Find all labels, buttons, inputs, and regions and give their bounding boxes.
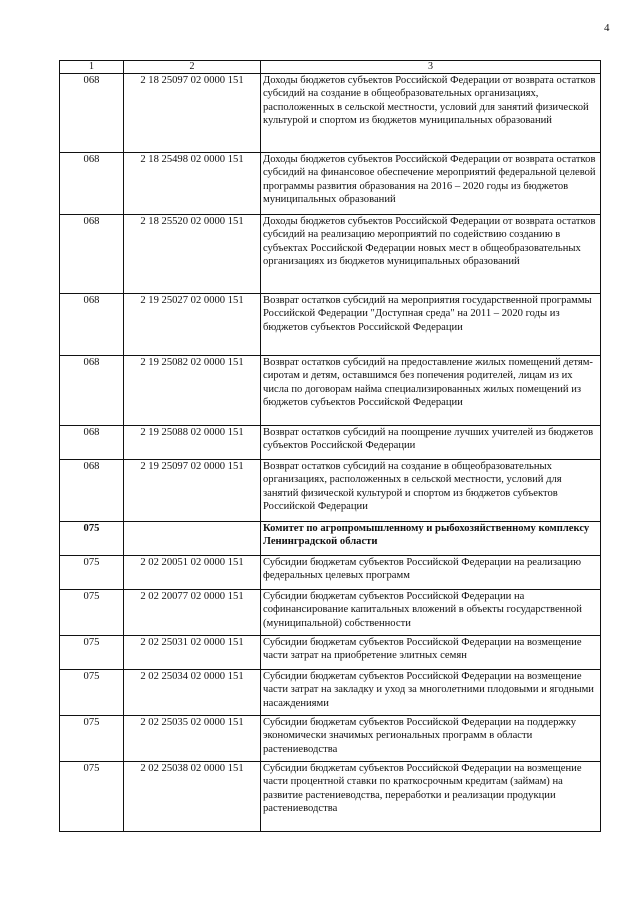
description-cell: Субсидии бюджетам субъектов Российской Федерации на возмещение части затрат на приобретение элитных семян (261, 636, 601, 670)
table-row (60, 426, 601, 460)
admin-code-cell: 075 (60, 716, 124, 762)
budget-classification-table (59, 60, 601, 832)
admin-code-cell: 068 (60, 356, 124, 426)
description-cell: Доходы бюджетов субъектов Российской Федерации от возврата остатков субсидий на создание в общеобразовательных организациях, расположенных в сельской местности, условий для занятий физической культурой и спортом из бюджетов муниципальных образований (261, 74, 601, 153)
description-cell: Возврат остатков субсидий на мероприятия государственной программы Российской Федерации "Доступная среда" на 2011 – 2020 годы из бюджетов субъектов Российской Федерации (261, 294, 601, 356)
budget-code-cell: 2 18 25498 02 0000 151 (124, 153, 261, 215)
table-row (60, 636, 601, 670)
budget-code-cell: 2 18 25520 02 0000 151 (124, 215, 261, 294)
budget-code-cell: 2 19 25082 02 0000 151 (124, 356, 261, 426)
budget-code-cell: 2 18 25097 02 0000 151 (124, 74, 261, 153)
table-row (60, 556, 601, 590)
admin-code-cell: 075 (60, 556, 124, 590)
budget-code-cell: 2 02 25034 02 0000 151 (124, 670, 261, 716)
description-cell: Доходы бюджетов субъектов Российской Федерации от возврата остатков субсидий на финансовое обеспечение мероприятий федеральной целевой программы развития образования на 2016 – 2020 годы из бюджетов муниципальных образований (261, 153, 601, 215)
table-row (60, 590, 601, 636)
table-row (60, 522, 601, 556)
description-cell: Субсидии бюджетам субъектов Российской Федерации на реализацию федеральных целевых программ (261, 556, 601, 590)
admin-code-cell: 075 (60, 590, 124, 636)
description-cell: Субсидии бюджетам субъектов Российской Федерации на возмещение части процентной ставки по краткосрочным кредитам (займам) на развитие растениеводства, переработки и реализации продукции растениеводства (261, 762, 601, 832)
admin-code-cell: 075 (60, 636, 124, 670)
admin-code-cell: 068 (60, 426, 124, 460)
description-cell: Субсидии бюджетам субъектов Российской Федерации на софинансирование капитальных вложений в объекты государственной (муниципальной) собственности (261, 590, 601, 636)
description-cell: Комитет по агропромышленному и рыбохозяйственному комплексу Ленинградской области (261, 522, 601, 556)
description-cell: Возврат остатков субсидий на поощрение лучших учителей из бюджетов субъектов Российской Федерации (261, 426, 601, 460)
table-row (60, 356, 601, 426)
table-row (60, 460, 601, 522)
column-header-2: 2 (124, 61, 261, 74)
table-header-row (60, 61, 601, 74)
table-row (60, 74, 601, 153)
budget-code-cell: 2 02 25038 02 0000 151 (124, 762, 261, 832)
table-row (60, 670, 601, 716)
page-number: 4 (604, 22, 610, 34)
budget-code-cell (124, 522, 261, 556)
table-row (60, 153, 601, 215)
description-cell: Возврат остатков субсидий на создание в общеобразовательных организациях, расположенных в сельской местности, условий для занятий физической культурой и спортом из бюджетов субъектов Российской Федерации (261, 460, 601, 522)
description-cell: Субсидии бюджетам субъектов Российской Федерации на возмещение части затрат на закладку и уход за многолетними плодовыми и ягодными насаждениями (261, 670, 601, 716)
description-cell: Возврат остатков субсидий на предоставление жилых помещений детям-сиротам и детям, оставшимся без попечения родителей, лицам из их числа по договорам найма специализированных жилых помещений из бюджетов субъектов Российской Федерации (261, 356, 601, 426)
budget-code-cell: 2 02 20077 02 0000 151 (124, 590, 261, 636)
table-row (60, 294, 601, 356)
admin-code-cell: 068 (60, 294, 124, 356)
description-cell: Доходы бюджетов субъектов Российской Федерации от возврата остатков субсидий на реализацию мероприятий по содействию созданию в субъектах Российской Федерации новых мест в общеобразовательных организациях из бюджетов муниципальных образований (261, 215, 601, 294)
admin-code-cell: 068 (60, 460, 124, 522)
admin-code-cell: 075 (60, 762, 124, 832)
admin-code-cell: 068 (60, 153, 124, 215)
budget-code-cell: 2 02 25035 02 0000 151 (124, 716, 261, 762)
description-cell: Субсидии бюджетам субъектов Российской Федерации на поддержку экономически значимых региональных программ в области растениеводства (261, 716, 601, 762)
column-header-3: 3 (261, 61, 601, 74)
budget-code-cell: 2 19 25097 02 0000 151 (124, 460, 261, 522)
admin-code-cell: 068 (60, 74, 124, 153)
table-row (60, 215, 601, 294)
budget-code-cell: 2 19 25027 02 0000 151 (124, 294, 261, 356)
table-row (60, 716, 601, 762)
column-header-1: 1 (60, 61, 124, 74)
budget-code-cell: 2 19 25088 02 0000 151 (124, 426, 261, 460)
admin-code-cell: 075 (60, 670, 124, 716)
admin-code-cell: 075 (60, 522, 124, 556)
budget-code-cell: 2 02 25031 02 0000 151 (124, 636, 261, 670)
admin-code-cell: 068 (60, 215, 124, 294)
table-row (60, 762, 601, 832)
budget-code-cell: 2 02 20051 02 0000 151 (124, 556, 261, 590)
